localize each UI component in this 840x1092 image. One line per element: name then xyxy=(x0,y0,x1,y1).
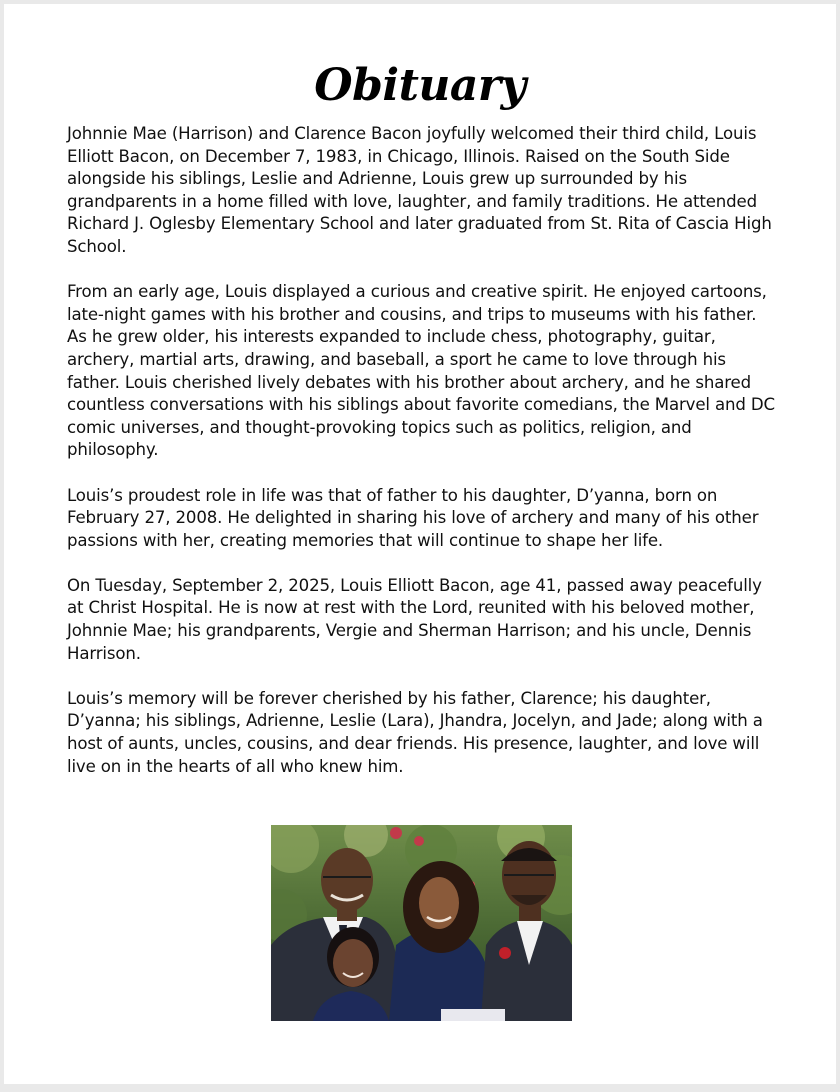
paragraph-passing: On Tuesday, September 2, 2025, Louis Elliott Bacon, age 41, passed away peacefully at Christ Hospital. He is now at rest with the Lord, reunited with his beloved mother, Johnnie Mae; his grandparents, Vergie and Sherman Harrison; and his uncle, Dennis Harrison. xyxy=(67,575,762,663)
paragraph-fatherhood: Louis’s proudest role in life was that of father to his daughter, D’yanna, born on February 27, 2008. He delighted in sharing his love of archery and many of his other passions with her, creating memories that will continue to shape her life. xyxy=(67,485,759,550)
page-title: Obituary xyxy=(314,60,526,111)
paragraph-survivors: Louis’s memory will be forever cherished by his father, Clarence; his daughter, D’yanna; his siblings, Adrienne, Leslie (Lara), Jhandra, Jocelyn, and Jade; along with a host of aunts, uncles, cousins, and dear friends. His presence, laughter, and love will live on in the hearts of all who knew him. xyxy=(67,688,763,776)
paragraph-early-life: Johnnie Mae (Harrison) and Clarence Bacon joyfully welcomed their third child, Louis Elliott Bacon, on December 7, 1983, in Chicago, Illinois. Raised on the South Side alongside his siblings, Leslie and Adrienne, Louis grew up surrounded by his grandparents in a home filled with love, laughter, and family traditions. He attended Richard J. Oglesby Elementary School and later graduated from St. Rita of Cascia High School. xyxy=(67,124,772,256)
paragraph-interests: From an early age, Louis displayed a curious and creative spirit. He enjoyed cartoons, late-night games with his brother and cousins, and trips to museums with his father. As he grew older, his interests expanded to include chess, photography, guitar, archery, martial arts, drawing, and baseball, a sport he came to love through his father. Louis cherished lively debates with his brother about archery, and he shared countless conversations with his siblings about favorite comedians, the Marvel and DC comic universes, and thought-provoking topics such as politics, religion, and philosophy. xyxy=(67,282,775,460)
document-page xyxy=(4,4,836,1084)
obituary-body xyxy=(67,123,779,801)
family-photo xyxy=(271,825,572,1021)
